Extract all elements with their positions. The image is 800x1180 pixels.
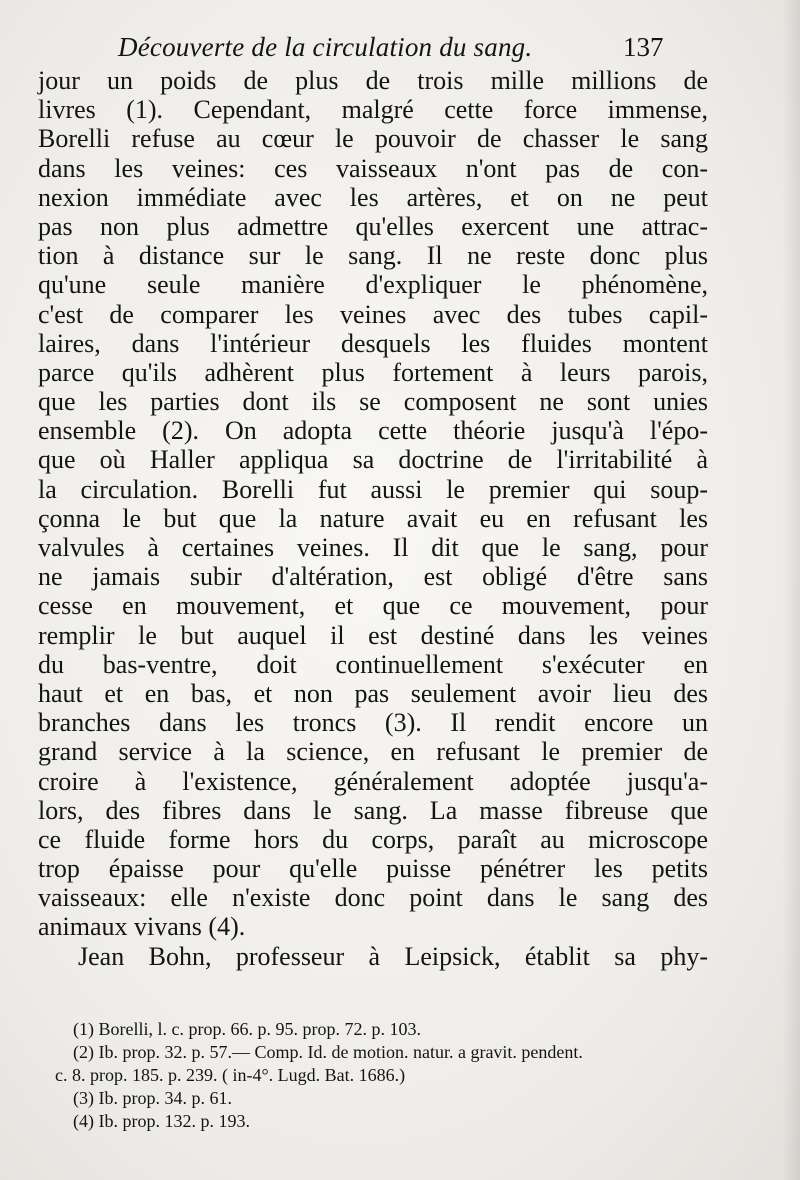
footnote-continuation: c. 8. prop. 185. p. 239. ( in-4°. Lugd. Bat. 1686.): [55, 1065, 406, 1085]
text-line: nexion immédiate avec les artères, et on ne peut: [38, 182, 708, 212]
footnote: (1) Borelli, l. c. prop. 66. p. 95. prop. 72. p. 103.: [73, 1019, 421, 1039]
page-edge-shadow: [782, 0, 800, 1180]
text-line: jour un poids de plus de trois mille millions de: [38, 66, 708, 95]
text-line: du bas-ventre, doit continuellement s'exécuter en: [38, 649, 708, 679]
text-line: ce fluide forme hors du corps, paraît au microscope: [38, 824, 708, 854]
text-line: çonna le but que la nature avait eu en refusant les: [38, 503, 708, 533]
text-line: que les parties dont ils se composent ne sont unies: [38, 387, 708, 417]
text-line: livres (1). Cependant, malgré cette force immense,: [38, 95, 708, 125]
text-line: que où Haller appliqua sa doctrine de l'irritabilité à: [38, 445, 708, 475]
footnotes: [55, 1018, 715, 1133]
page-header: [118, 32, 718, 68]
text-line: ne jamais subir d'altération, est obligé d'être sans: [38, 562, 708, 592]
text-line: qu'une seule manière d'expliquer le phénomène,: [38, 270, 708, 300]
text-line: Jean Bohn, professeur à Leipsick, établit sa phy-: [78, 941, 708, 971]
text-line: dans les veines: ces vaisseaux n'ont pas de con-: [38, 153, 708, 183]
text-line: remplir le but auquel il est destiné dans les veines: [38, 620, 708, 650]
running-head: Découverte de la circulation du sang.: [118, 32, 533, 62]
text-line: lors, des fibres dans le sang. La masse fibreuse que: [38, 795, 708, 825]
text-line: animaux vivans (4).: [38, 912, 246, 942]
text-line: c'est de comparer les veines avec des tubes capil-: [38, 299, 708, 329]
text-line: croire à l'existence, généralement adoptée jusqu'a-: [38, 766, 708, 796]
text-line: grand service à la science, en refusant le premier de: [38, 737, 708, 767]
text-line: Borelli refuse au cœur le pouvoir de chasser le sang: [38, 124, 708, 154]
text-line: parce qu'ils adhèrent plus fortement à leurs parois,: [38, 357, 708, 387]
text-line: ensemble (2). On adopta cette théorie jusqu'à l'épo-: [38, 416, 708, 446]
footnote: (2) Ib. prop. 32. p. 57.— Comp. Id. de motion. natur. a gravit. pendent.: [73, 1042, 583, 1062]
text-line: trop épaisse pour qu'elle puisse pénétrer les petits: [38, 854, 708, 884]
text-line: laires, dans l'intérieur desquels les fluides montent: [38, 328, 708, 358]
footnote: (4) Ib. prop. 132. p. 193.: [73, 1111, 250, 1131]
text-line: tion à distance sur le sang. Il ne reste donc plus: [38, 241, 708, 271]
text-line: haut et en bas, et non pas seulement avoir lieu des: [38, 678, 708, 708]
text-line: la circulation. Borelli fut aussi le premier qui soup-: [38, 474, 708, 504]
text-line: branches dans les troncs (3). Il rendit encore un: [38, 708, 708, 738]
text-line: valvules à certaines veines. Il dit que le sang, pour: [38, 533, 708, 562]
text-line: cesse en mouvement, et que ce mouvement, pour: [38, 591, 708, 621]
page-number: 137: [623, 32, 664, 62]
body-text: [38, 66, 708, 971]
footnote: (3) Ib. prop. 34. p. 61.: [73, 1088, 232, 1108]
text-line: pas non plus admettre qu'elles exercent une attrac-: [38, 211, 708, 241]
text-line: vaisseaux: elle n'existe donc point dans le sang des: [38, 883, 708, 913]
